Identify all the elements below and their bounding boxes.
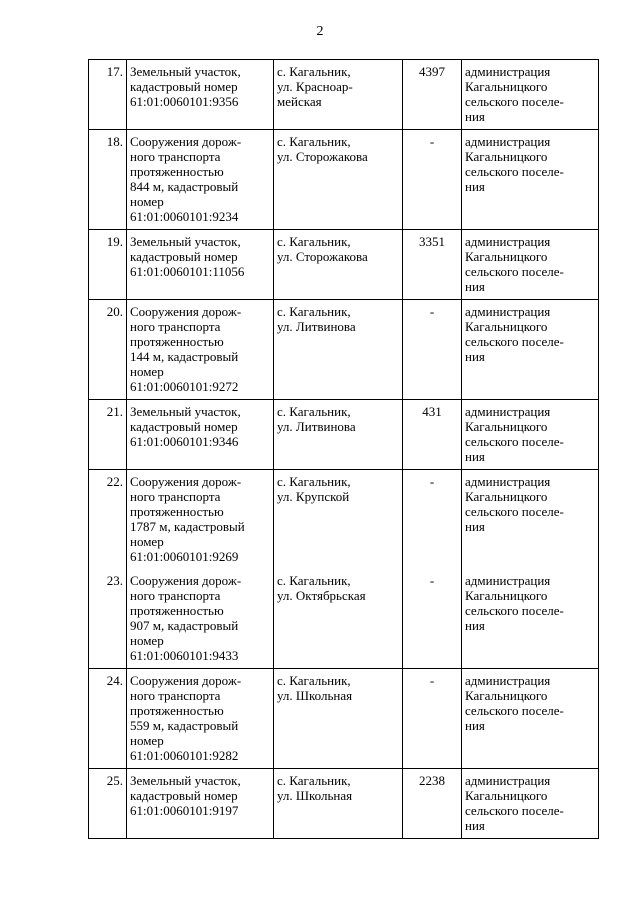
- object-name: Сооружения дорож- ного транспорта протяженностью 907 м, кадастровый номер 61:01:0060101:9433: [127, 569, 274, 669]
- object-name: Сооружения дорож- ного транспорта протяженностью 144 м, кадастровый номер 61:01:0060101:9272: [127, 300, 274, 400]
- row-number: 22.: [89, 470, 127, 570]
- object-area: -: [403, 130, 462, 230]
- object-address: с. Кагальник, ул. Красноар- мейская: [274, 60, 403, 130]
- object-area: -: [403, 470, 462, 570]
- object-area: -: [403, 669, 462, 769]
- object-area: 4397: [403, 60, 462, 130]
- object-address: с. Кагальник, ул. Школьная: [274, 669, 403, 769]
- object-area: -: [403, 300, 462, 400]
- object-name: Сооружения дорож- ного транспорта протяженностью 844 м, кадастровый номер 61:01:0060101:9234: [127, 130, 274, 230]
- object-name: Земельный участок, кадастровый номер 61:01:0060101:9346: [127, 400, 274, 470]
- object-area: 3351: [403, 230, 462, 300]
- row-number: 19.: [89, 230, 127, 300]
- object-area: 2238: [403, 769, 462, 839]
- object-address: с. Кагальник, ул. Школьная: [274, 769, 403, 839]
- row-number: 24.: [89, 669, 127, 769]
- object-name: Земельный участок, кадастровый номер 61:01:0060101:11056: [127, 230, 274, 300]
- object-area: 431: [403, 400, 462, 470]
- object-address: с. Кагальник, ул. Крупской: [274, 470, 403, 570]
- page-number: 2: [316, 24, 324, 39]
- object-area: -: [403, 569, 462, 669]
- object-name: Земельный участок, кадастровый номер 61:01:0060101:9356: [127, 60, 274, 130]
- table-row: [89, 230, 599, 300]
- object-owner: администрация Кагальницкого сельского поселе- ния: [462, 769, 599, 839]
- row-number: 23.: [89, 569, 127, 669]
- object-address: с. Кагальник, ул. Литвинова: [274, 300, 403, 400]
- object-address: с. Кагальник, ул. Сторожакова: [274, 230, 403, 300]
- object-address: с. Кагальник, ул. Литвинова: [274, 400, 403, 470]
- object-name: Земельный участок, кадастровый номер 61:01:0060101:9197: [127, 769, 274, 839]
- row-number: 25.: [89, 769, 127, 839]
- object-owner: администрация Кагальницкого сельского поселе- ния: [462, 230, 599, 300]
- object-name: Сооружения дорож- ного транспорта протяженностью 559 м, кадастровый номер 61:01:0060101:9282: [127, 669, 274, 769]
- table-row: [89, 300, 599, 400]
- object-name: Сооружения дорож- ного транспорта протяженностью 1787 м, кадастровый номер 61:01:0060101:9269: [127, 470, 274, 570]
- object-owner: администрация Кагальницкого сельского поселе- ния: [462, 400, 599, 470]
- row-number: 20.: [89, 300, 127, 400]
- object-owner: администрация Кагальницкого сельского поселе- ния: [462, 470, 599, 570]
- table-row: [89, 60, 599, 130]
- row-number: 18.: [89, 130, 127, 230]
- table-row: [89, 130, 599, 230]
- object-owner: администрация Кагальницкого сельского поселе- ния: [462, 569, 599, 669]
- object-address: с. Кагальник, ул. Сторожакова: [274, 130, 403, 230]
- property-registry-table: [88, 59, 599, 839]
- row-number: 17.: [89, 60, 127, 130]
- object-owner: администрация Кагальницкого сельского поселе- ния: [462, 60, 599, 130]
- table-row: [89, 769, 599, 839]
- object-address: с. Кагальник, ул. Октябрьская: [274, 569, 403, 669]
- table-row: [89, 470, 599, 570]
- row-number: 21.: [89, 400, 127, 470]
- object-owner: администрация Кагальницкого сельского поселе- ния: [462, 300, 599, 400]
- table-row: [89, 669, 599, 769]
- table-row: [89, 400, 599, 470]
- object-owner: администрация Кагальницкого сельского поселе- ния: [462, 669, 599, 769]
- table-row: [89, 569, 599, 669]
- object-owner: администрация Кагальницкого сельского поселе- ния: [462, 130, 599, 230]
